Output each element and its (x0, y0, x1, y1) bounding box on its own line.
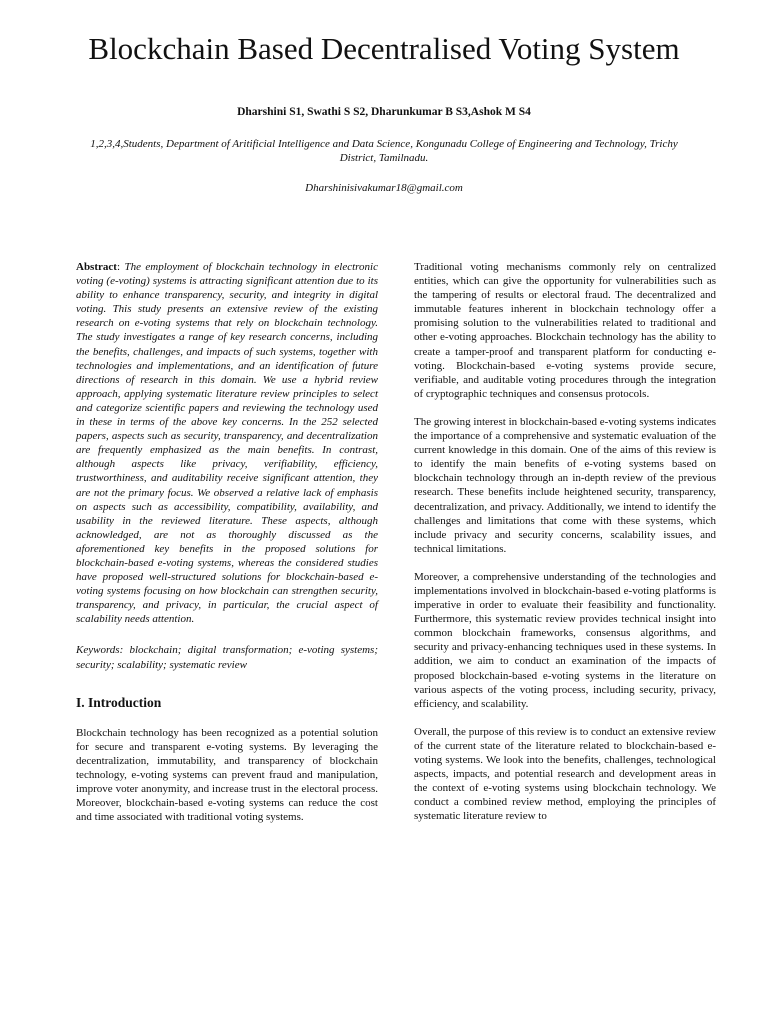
paper-title: Blockchain Based Decentralised Voting System (88, 31, 680, 66)
author-affiliation: 1,2,3,4,Students, Department of Aritificial Intelligence and Data Science, Kongunadu College of Engineering and Technology, Trichy District, Tamilnadu. (90, 138, 678, 164)
right-column (414, 260, 716, 823)
body-paragraph: Moreover, a comprehensive understanding of the technologies and implementations involved in blockchain-based e-voting platforms is imperative in order to evaluate their feasibility and functionality. Furthermore, this systematic review provides technical insight into common blockchain frameworks, consensus algorithms, and security and privacy-enhancing techniques used in these systems. In addition, we aim to conduct an examination of the impacts of proposed blockchain-based e-voting systems in the literature on various aspects of the voting process, including security, privacy, efficiency, and scalability. (414, 570, 716, 710)
abstract-paragraph (76, 260, 378, 626)
abstract-colon: : (116, 261, 125, 273)
author-list: Dharshini S1, Swathi S S2, Dharunkumar B S3,Ashok M S4 (237, 106, 531, 118)
body-paragraph: Overall, the purpose of this review is to conduct an extensive review of the current state of the literature related to blockchain-based e-voting systems. We look into the benefits, challenges, technological aspects, impacts, and potential research and development areas in the context of e-voting systems using blockchain technology. We conduct a combined review method, employing the principles of systematic literature review to (414, 725, 716, 823)
body-paragraph: The growing interest in blockchain-based e-voting systems indicates the importance of a comprehensive and systematic evaluation of the current knowledge in this domain. One of the aims of this review is to identify the main benefits of e-voting systems based on blockchain technology through an in-depth review of the previous research. These benefits include heightened security, transparency, decentralization, and privacy. Additionally, we intend to identify the challenges and limitations that come with these systems, which include privacy and security concerns, scalability issues, and technical limitations. (414, 415, 716, 555)
intro-paragraph: Blockchain technology has been recognized as a potential solution for secure and transparent e-voting systems. By leveraging the decentralization, immutability, and transparency of blockchain technology, e-voting systems can prevent fraud and manipulation, improve voter anonymity, and increase trust in the electoral process. Moreover, blockchain-based e-voting systems can reduce the cost and time associated with traditional voting systems. (76, 726, 378, 824)
author-email: Dharshinisivakumar18@gmail.com (305, 182, 463, 194)
abstract-text: The employment of blockchain technology in electronic voting (e-voting) systems is attracting significant attention due to its ability to enhance transparency, security, and integrity in digital voting. This study presents an extensive review of the existing research on e-voting systems that rely on blockchain technology. The study investigates a range of key research concerns, including the benefits, challenges, and impacts of such systems, together with technologies and implementations, and an identification of future directions of research in this domain. We use a hybrid review approach, applying systematic literature review principles to select and categorize scientific papers and reviewing the technology used in these in terms of the above key concerns. In the 252 selected papers, aspects such as security, transparency, and decentralization are frequently emphasized as the main benefits. In contrast, although aspects like privacy, verifiability, efficiency, trustworthiness, and auditability receive significant attention, they are not the primary focus. We observed a relative lack of emphasis on aspects such as accessibility, compatibility, availability, and usability in the reviewed literature. These aspects, although acknowledged, are not as thoroughly discussed as the aforementioned key benefits in the proposed solutions for blockchain-based e-voting systems, whereas the considered studies have proposed well-structured solutions for blockchain-based e-voting systems focusing on how blockchain can strengthen security, transparency, and privacy, in particular, the crucial aspect of scalability needs attention. (76, 261, 378, 626)
left-column (76, 260, 378, 824)
body-paragraph: Traditional voting mechanisms commonly rely on centralized entities, which can give the opportunity for vulnerabilities such as the tampering of results or electoral fraud. The decentralized and immutable features inherent in blockchain technology offer a promising solution to the vulnerabilities related to traditional and other e-voting approaches. Blockchain technology has the ability to create a tamper-proof and transparent platform for conducting e-voting. Blockchain-based e-voting systems provide secure, verifiable, and auditable voting procedures through the integration of cryptographic techniques and consensus protocols. (414, 261, 716, 400)
abstract-label: Abstract (76, 261, 117, 273)
section-heading-introduction: I. Introduction (76, 694, 162, 710)
keywords: Keywords: blockchain; digital transformation; e-voting systems; security; scalability; systematic review (76, 644, 378, 671)
